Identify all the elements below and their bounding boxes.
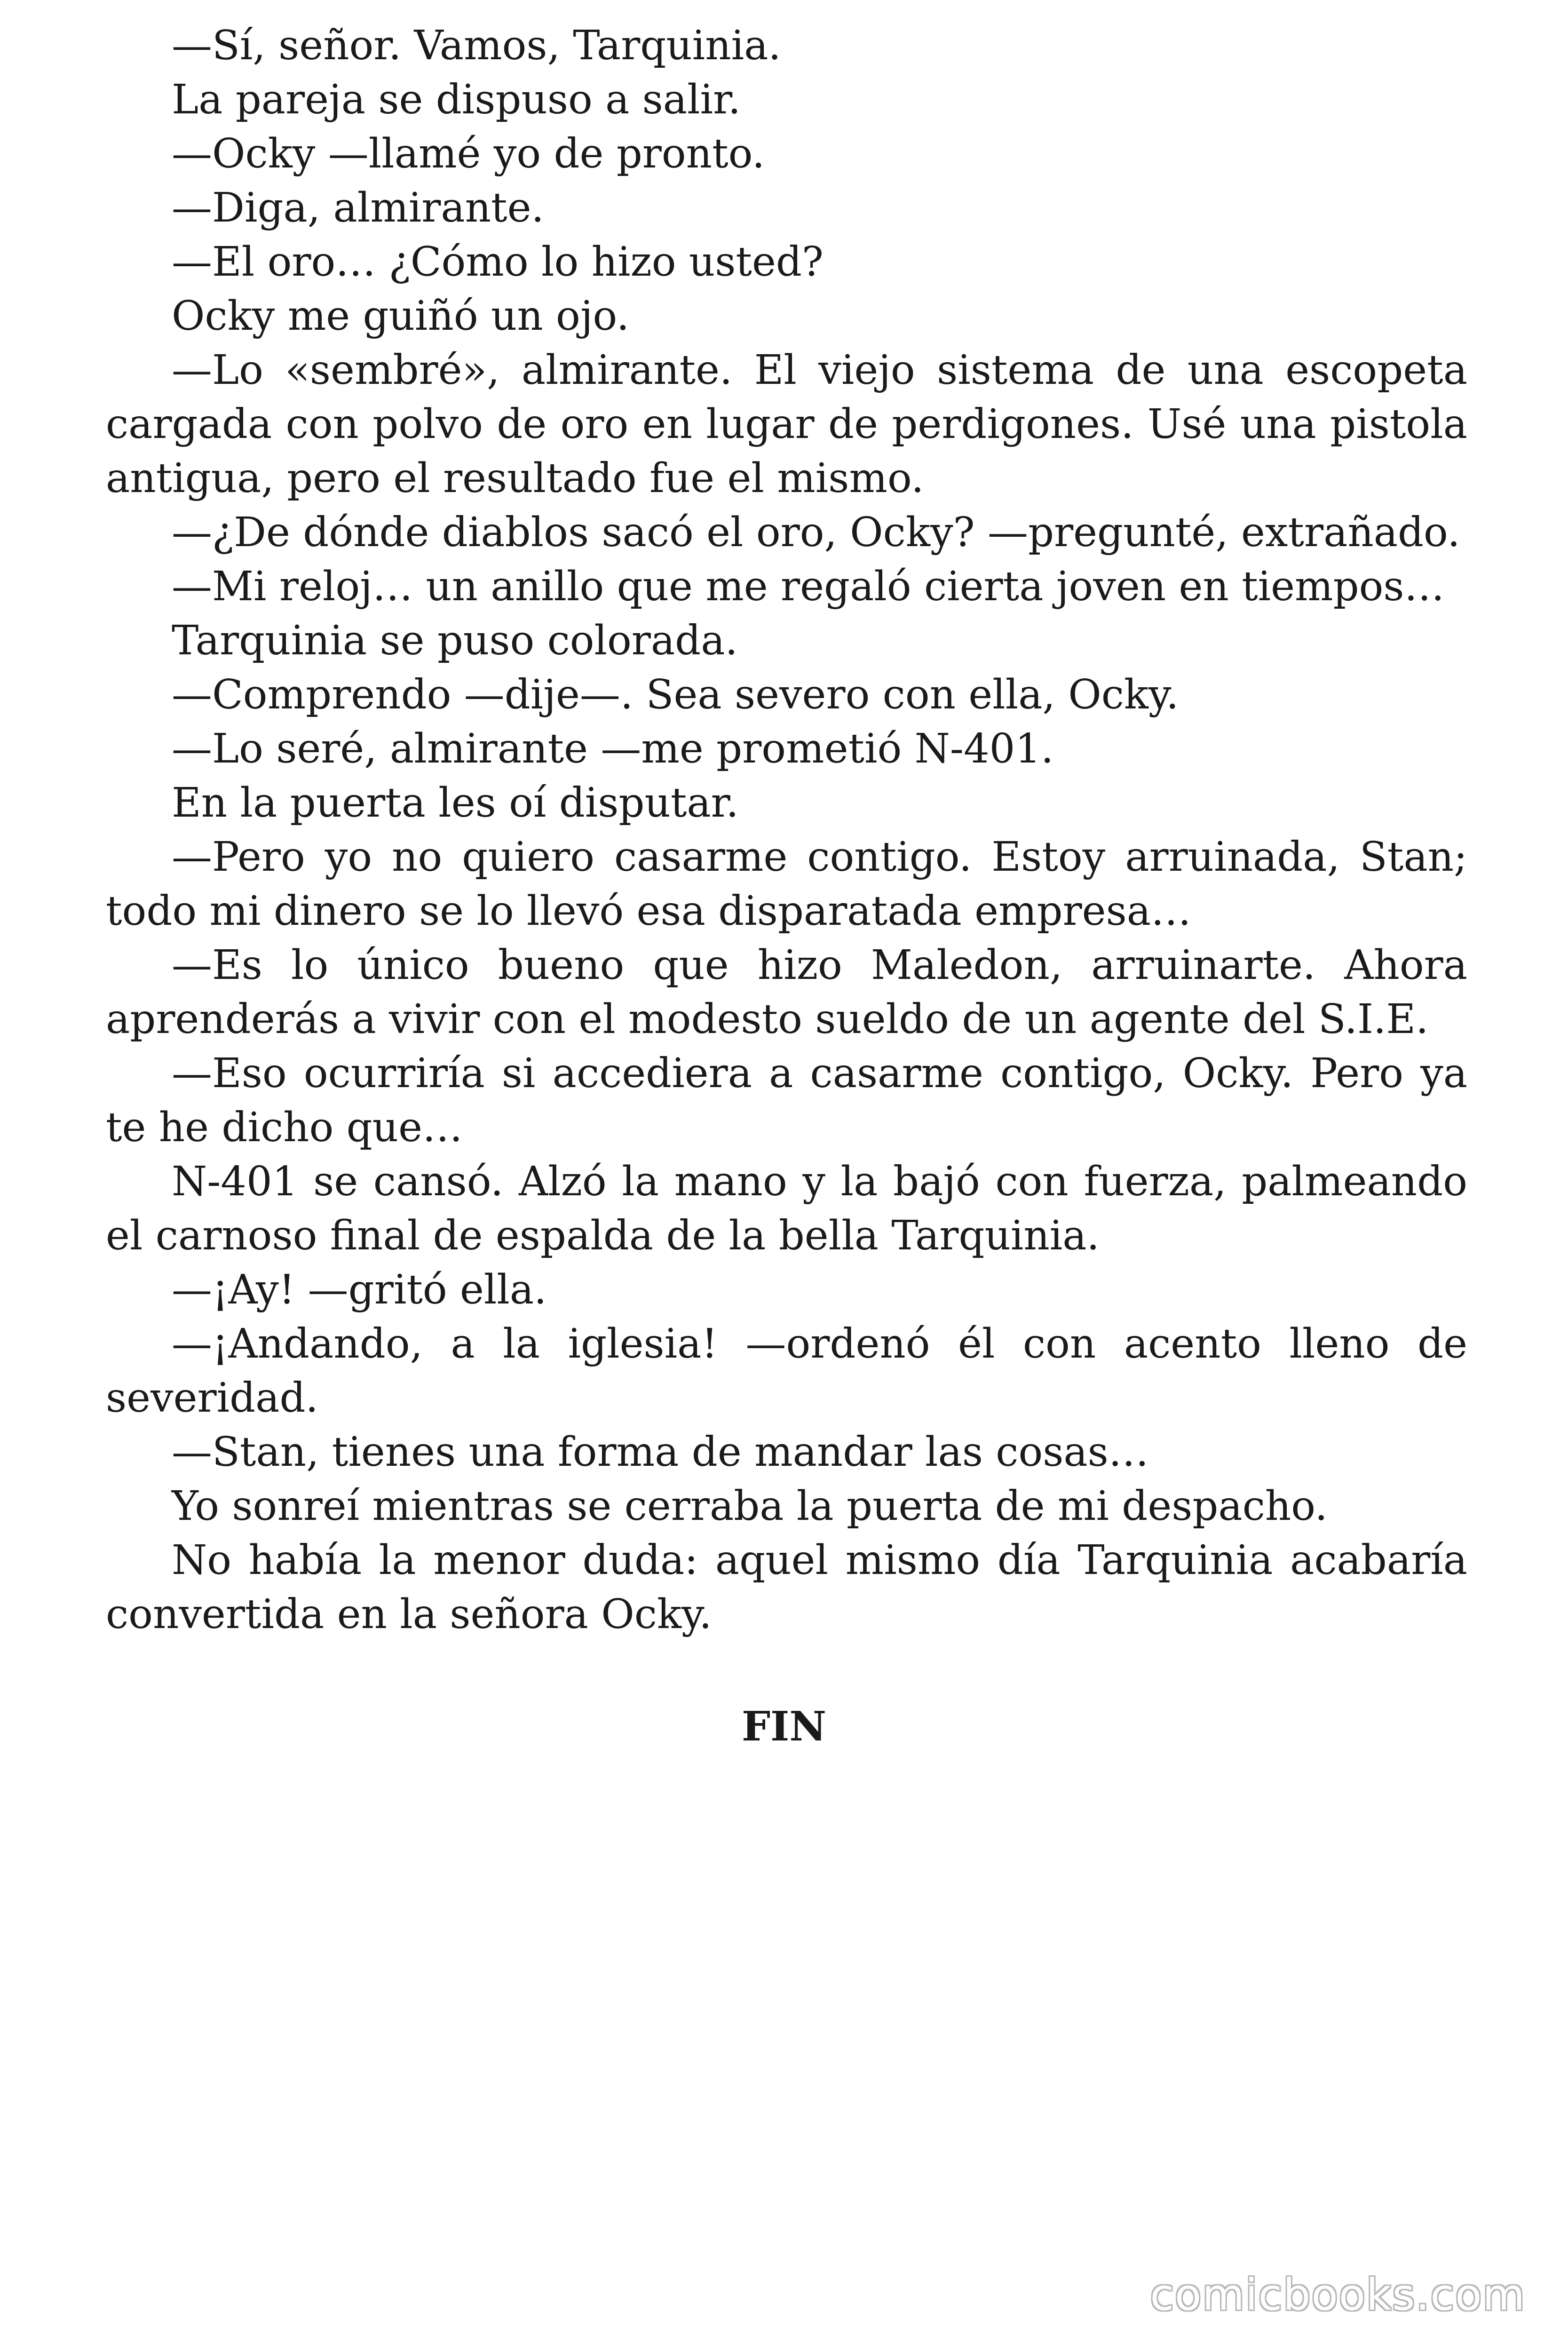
paragraph: —Lo «sembré», almirante. El viejo sistema de una escopeta cargada con polvo de oro en lugar de perdigones. Usé una pistola antigua, pero el resultado fue el mismo. [106, 347, 1467, 502]
paragraph: —Sí, señor. Vamos, Tarquinia. [172, 22, 781, 69]
paragraph: —Eso ocurriría si accediera a casarme contigo, Ocky. Pero ya te he dicho que… [106, 1050, 1467, 1151]
paragraph: —¡Ay! —gritó ella. [172, 1266, 547, 1313]
paragraph: —Comprendo —dije—. Sea severo con ella, Ocky. [172, 671, 1179, 718]
paragraph: —Stan, tienes una forma de mandar las cosas… [172, 1429, 1149, 1476]
paragraph: En la puerta les oí disputar. [172, 779, 739, 826]
paragraph: No había la menor duda: aquel mismo día Tarquinia acabaría convertida en la señora Ocky. [106, 1537, 1467, 1638]
end-label: FIN [742, 1703, 826, 1750]
paragraph: —Es lo único bueno que hizo Maledon, arruinarte. Ahora aprenderás a vivir con el modesto sueldo de un agente del S.I.E. [106, 942, 1467, 1043]
paragraph: —Ocky —llamé yo de pronto. [172, 130, 765, 177]
paragraph: —El oro… ¿Cómo lo hizo usted? [172, 238, 824, 286]
paragraph: Ocky me guiñó un ojo. [172, 293, 630, 340]
watermark: comicbooks.com [1150, 2270, 1526, 2320]
paragraph: —Mi reloj… un anillo que me regaló cierta joven en tiempos… [172, 563, 1445, 610]
paragraph: Yo sonreí mientras se cerraba la puerta de mi despacho. [172, 1483, 1328, 1530]
paragraph: N-401 se cansó. Alzó la mano y la bajó con fuerza, palmeando el carnoso final de espalda de la bella Tarquinia. [106, 1158, 1467, 1259]
paragraph: —Pero yo no quiero casarme contigo. Estoy arruinada, Stan; todo mi dinero se lo llevó esa disparatada empresa… [106, 834, 1467, 935]
paragraph: —Diga, almirante. [172, 184, 544, 231]
paragraph: Tarquinia se puso colorada. [172, 617, 738, 664]
paragraph: —Lo seré, almirante —me prometió N-401. [172, 725, 1054, 772]
paragraph: —¡Andando, a la iglesia! —ordenó él con acento lleno de severidad. [106, 1320, 1467, 1422]
body-text [106, 19, 1467, 1642]
paragraph: La pareja se dispuso a salir. [172, 76, 741, 123]
paragraph: —¿De dónde diablos sacó el oro, Ocky? —pregunté, extrañado. [172, 509, 1460, 556]
